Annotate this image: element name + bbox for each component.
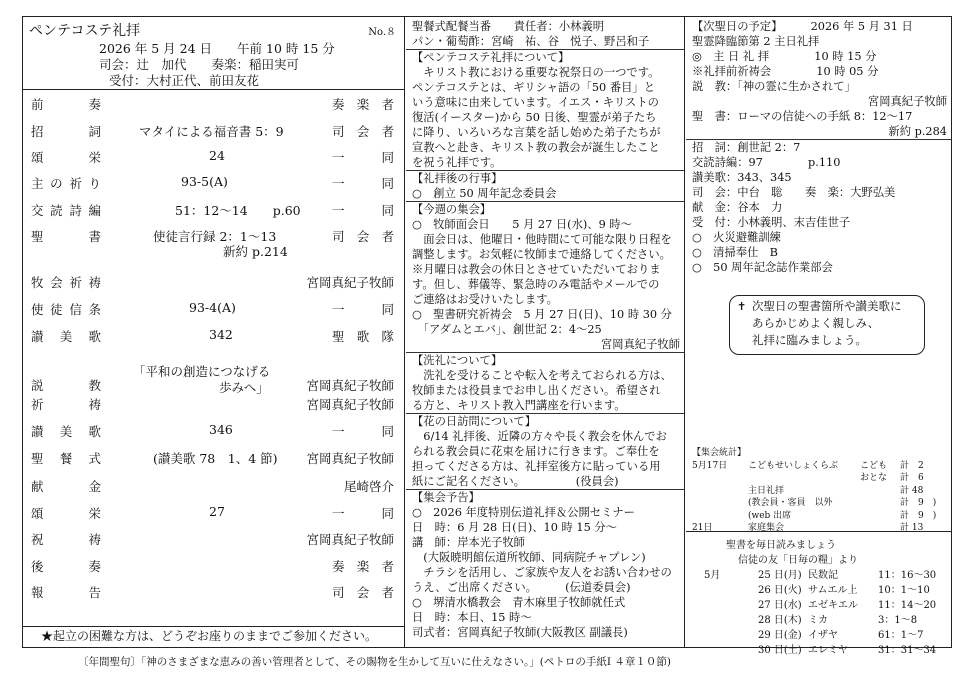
announcements-text [412, 19, 680, 640]
text-line: 司 会：中台 聡 奏 楽：大野弘美 [692, 186, 896, 199]
reading-book: エレミヤ [808, 645, 848, 656]
order-leader: 宮岡真紀子牧師 [306, 532, 394, 547]
text-line: 宣教へと赴き、キリスト教の教会が誕生したこと [412, 141, 660, 154]
text-line: ○ 堺清水橋教会 青木麻里子牧師就任式 [412, 596, 626, 609]
order-leader: 宮岡真紀子牧師 [306, 275, 394, 290]
order-item: (讃美歌 78 1、4 節) [153, 451, 278, 466]
text-line: 復活(イースター)から 50 日後、聖霊が弟子たち [412, 111, 657, 124]
reading-row [686, 640, 951, 655]
order-item: 24 [209, 148, 225, 163]
order-row [23, 227, 404, 259]
order-item: 使徒言行録 2：1〜13 [153, 229, 277, 244]
order-row [23, 362, 404, 395]
order-of-worship-column [23, 17, 404, 647]
text-line: 【集会予告】 [406, 489, 684, 505]
text-line: ◎ 主 日 礼 拝 10 時 15 分 [692, 50, 877, 63]
reading-title: 聖書を毎日読みましょう [726, 540, 836, 551]
text-line: ※礼拝前祈祷会 10 時 05 分 [692, 65, 879, 78]
stats-count: 計 13 [900, 523, 924, 533]
order-label: 祝 祷 [31, 532, 101, 547]
order-leader: 宮岡真紀子牧師 [306, 451, 394, 466]
order-row [23, 327, 404, 353]
reading-day: 25 日(月) [758, 570, 802, 581]
text-line: 【次聖日の予定】 2026 年 5 月 31 日 [692, 20, 913, 33]
reading-month: 5月 [704, 570, 721, 581]
text-line: パン・葡萄酢：宮崎 祐、谷 悦子、野呂和子 [412, 35, 650, 48]
reading-book: サムエル上 [808, 585, 858, 596]
reading-ref: 11：14〜20 [878, 600, 937, 611]
text-line: 新約 p.284 [888, 125, 947, 138]
text-line: 聖 書：ローマの信徒への手紙 8：12〜17 [692, 110, 913, 123]
header-divider [23, 89, 404, 90]
next-sunday-column [686, 17, 951, 656]
text-line: 洗礼を受けることや転入を考えておられる方は、 [412, 369, 672, 382]
service-hosts: 司会：辻 加代 奏楽：稲田実可 [99, 57, 300, 72]
order-leader: 一 同 [332, 424, 394, 439]
text-line: ○ 牧師面会日 5 月 27 日(水)、9 時〜 [412, 218, 632, 231]
standing-footnote: ★起立の困難な方は、どうぞお座りのままでご参加ください。 [41, 629, 378, 643]
reading-book: イザヤ [808, 630, 838, 641]
text-line: ○ 2026 年度特別伝道礼拝＆公開セミナー [412, 506, 635, 519]
stats-meeting: 主日礼拝 [748, 485, 785, 496]
order-item: 342 [209, 327, 233, 342]
text-line: 【洗礼について】 [406, 352, 684, 368]
preparation-note: ✝ 次聖日の聖書箇所や讃美歌に あらかじめよく親しみ、 礼拝に臨みましょう。 [729, 295, 925, 355]
reading-book: ミカ [808, 615, 828, 626]
order-label: 祈 祷 [31, 397, 101, 412]
order-label: 聖餐式 [31, 451, 101, 466]
order-row [23, 122, 404, 148]
stats-count: 計 9 ) [900, 498, 937, 508]
reading-ref: 11：16〜30 [878, 570, 937, 581]
stats-count: 計 6 [900, 473, 924, 483]
order-item: マタイによる福音書 5：9 [139, 124, 284, 139]
reading-day: 27 日(水) [758, 600, 802, 611]
order-item: 「平和の創造につなげる [133, 364, 271, 379]
order-item-note: 歩みへ」 [219, 380, 269, 395]
order-leader: 司 会 者 [332, 124, 394, 139]
text-line: 日 時：本日、15 時〜 [412, 611, 532, 624]
text-line: うえ、ご出席ください。 (伝道委員会) [412, 581, 631, 594]
order-label: 後 奏 [31, 559, 101, 574]
stats-count: 計 2 [900, 460, 924, 471]
text-line: 宮岡真紀子牧師 [867, 95, 947, 108]
text-line: ○ 50 周年記念誌作業部会 [692, 261, 833, 274]
order-label: 説 教 [31, 378, 101, 393]
order-row [23, 530, 404, 556]
order-row [23, 449, 404, 475]
order-row [23, 583, 404, 609]
reading-row [686, 625, 951, 640]
bulletin-sheet [22, 16, 952, 656]
order-leader: 司 会 者 [332, 585, 394, 600]
order-item-note: 新約 p.214 [223, 244, 288, 259]
stats-date: 5月17日 [692, 460, 728, 471]
column-divider [404, 17, 405, 647]
reading-ref: 31：31〜34 [878, 645, 937, 656]
next-sunday-text [692, 19, 947, 275]
stats-date: 21日 [692, 523, 713, 533]
stats-row [692, 460, 944, 473]
order-item: 93-5(A) [181, 174, 228, 189]
text-line: 宮岡真紀子牧師 [600, 338, 680, 351]
text-line: 講 師：岸本光子牧師 [412, 536, 525, 549]
text-line: 担ってくださる方は、礼拝室後方に貼っている用 [412, 460, 661, 473]
reading-row [686, 595, 951, 610]
text-line: (大阪暁明館伝道所牧師、同病院チャプレン) [412, 551, 646, 564]
text-line: キリスト教における重要な祝祭日の一つです。 [412, 66, 660, 79]
order-leader: 奏 楽 者 [332, 97, 394, 112]
announcements-column [406, 17, 684, 647]
annual-verse: 〔年間聖句〕「神のさまざまな恵みの善い管理者として、その賜物を生かして互いに仕えなさい。」(ペトロの手紙Ⅰ ４章１０節) [78, 656, 671, 668]
stats-count: 計 48 [900, 485, 924, 496]
text-line: 聖霊降臨節第 2 主日礼拝 [692, 35, 820, 48]
reading-book: エゼキエル [808, 600, 858, 611]
order-leader: 奏 楽 者 [332, 559, 394, 574]
text-line: ペンテコステとは、ギリシャ語の「50 番目」と [412, 81, 656, 94]
order-leader: 一 同 [332, 302, 394, 317]
text-line: 聖餐式配餐当番 責任者：小林義明 [412, 20, 605, 33]
order-label: 招 詞 [31, 124, 101, 139]
stats-row [692, 485, 944, 498]
order-leader: 宮岡真紀子牧師 [306, 397, 394, 412]
service-title: ペンテコステ礼拝 [29, 23, 141, 39]
text-line: 紙にご記名ください。 (役員会) [412, 475, 619, 488]
text-line: ○ 聖書研究祈祷会 5 月 27 日(日)、10 時 30 分 [412, 308, 672, 321]
text-line: られる教会員に花束を届けに行きます。ご奉仕を [412, 445, 660, 458]
order-label: 主の祈り [31, 176, 101, 191]
order-row [23, 557, 404, 583]
order-label: 聖 書 [31, 229, 101, 244]
text-line: 調整します。お気軽に牧師まで連絡してください。 [412, 248, 671, 261]
text-line: 【礼拝後の行事】 [406, 170, 684, 186]
stats-meeting: (web 出席 [748, 510, 792, 521]
text-line: ※月曜日は教会の休日とさせていただいておりま [412, 263, 661, 276]
text-line: 面会日は、他曜日・他時間にて可能な限り日程を [412, 233, 672, 246]
order-item: 51：12〜14 p.60 [175, 203, 301, 218]
order-label: 頌 栄 [31, 506, 101, 521]
text-line: チラシを活用し、ご家族や友人をお誘い合わせの [412, 566, 672, 579]
text-line: 【今週の集会】 [406, 201, 684, 217]
order-row [23, 95, 404, 121]
order-leader: 一 同 [332, 203, 394, 218]
order-leader: 一 同 [332, 176, 394, 191]
order-row [23, 174, 404, 200]
text-line: ご連絡はお受けいたします。 [412, 293, 558, 306]
order-leader: 一 同 [332, 150, 394, 165]
order-label: 前 奏 [31, 97, 101, 112]
reading-ref: 10：1〜10 [878, 585, 930, 596]
stats-meeting: (教会員・客員 以外 [748, 498, 833, 508]
reading-ref: 3：1〜8 [878, 615, 918, 626]
text-line: ○ 火災避難訓練 [692, 231, 781, 244]
stats-category: おとな [860, 473, 888, 483]
order-label: 牧会祈祷 [31, 275, 101, 290]
text-line: 牧師または役員までお申し出ください。希望され [412, 384, 661, 397]
text-line: 招 詞：創世記 2：7 [686, 139, 951, 155]
text-line: 【花の日訪問について】 [406, 413, 684, 429]
order-leader: 司 会 者 [332, 229, 394, 244]
stats-row [692, 510, 944, 523]
text-line: す。但し、葬儀等、緊急時のみ電話やメールでの [412, 278, 660, 291]
attendance-stats [692, 447, 944, 535]
order-label: 頌 栄 [31, 150, 101, 165]
stats-meeting: 家庭集会 [748, 523, 785, 533]
text-line: 【ペンテコステ礼拝について】 [406, 49, 684, 65]
text-line: 「アダムとエバ」、創世記 2：4〜25 [412, 323, 602, 336]
reading-book: 民数記 [808, 570, 838, 581]
text-line: ○ 清掃奉仕 B [692, 246, 778, 259]
reading-row [686, 610, 951, 625]
text-line: を祝う礼拝です。 [412, 156, 502, 169]
order-row [23, 477, 404, 503]
stats-heading: 【集会統計】 [692, 448, 747, 458]
stats-category: こども [860, 460, 888, 471]
order-row [23, 201, 404, 227]
stats-row [692, 497, 944, 510]
order-label: 讃美歌 [31, 329, 101, 344]
text-line: ○ 創立 50 周年記念委員会 [412, 187, 557, 200]
text-line: る方と、キリスト教入門講座を行います。 [412, 399, 626, 412]
reading-subtitle: 信徒の友「日毎の糧」より [738, 555, 858, 566]
order-label: 交読詩編 [31, 203, 101, 218]
order-item: 346 [209, 422, 233, 437]
order-leader: 一 同 [332, 506, 394, 521]
text-line: 説 教：「神の霊に生かされて」 [692, 80, 856, 93]
stats-count: 計 9 ) [900, 510, 937, 521]
reading-day: 28 日(木) [758, 615, 802, 626]
text-line: 受 付：小林義明、末吉佳世子 [692, 216, 851, 229]
reading-day: 30 日(土) [758, 645, 802, 656]
column-divider [684, 17, 685, 647]
order-label: 讃美歌 [31, 424, 101, 439]
order-row [23, 504, 404, 530]
daily-reading [686, 531, 951, 655]
issue-number: No.８ [368, 27, 396, 38]
reading-day: 26 日(火) [758, 585, 802, 596]
text-line: 讃美歌：343、345 [692, 171, 792, 184]
text-line: いう意味に由来しています。イエス・キリストの [412, 96, 659, 109]
text-line: 献 金：谷本 力 [692, 201, 783, 214]
reading-row [686, 565, 951, 580]
order-item: 27 [209, 504, 225, 519]
cross-icon: ✝ [737, 300, 747, 313]
service-date: 2026 年 5 月 24 日 午前 10 時 15 分 [99, 41, 335, 56]
order-leader: 尾崎啓介 [343, 479, 394, 494]
order-row [23, 148, 404, 174]
stats-meeting: こどもせいしょくらぶ [748, 460, 839, 471]
order-row [23, 395, 404, 421]
order-label: 使徒信条 [31, 302, 101, 317]
reading-ref: 61：1〜7 [878, 630, 924, 641]
order-row [23, 422, 404, 448]
order-row [23, 300, 404, 326]
text-line: 交読詩編：97 p.110 [692, 156, 841, 169]
reading-row [686, 580, 951, 595]
text-line: 6/14 礼拝後、近隣の方々や長く教会を休んでお [412, 430, 667, 443]
order-label: 報 告 [31, 585, 101, 600]
order-label: 献 金 [31, 479, 101, 494]
stats-row [692, 472, 944, 485]
service-reception: 受付：大村正代、前田友花 [109, 73, 260, 88]
order-leader: 聖 歌 隊 [332, 329, 394, 344]
order-item: 93-4(A) [189, 300, 236, 315]
order-leader: 宮岡真紀子牧師 [306, 378, 394, 393]
order-row [23, 273, 404, 299]
text-line: 司式者：宮岡真紀子牧師(大阪教区 副議長) [412, 626, 628, 639]
text-line: に降り、いろいろな言葉を話し始めた弟子たちが [412, 126, 661, 139]
text-line: 日 時：6 月 28 日(日)、10 時 15 分〜 [412, 521, 617, 534]
reading-day: 29 日(金) [758, 630, 802, 641]
